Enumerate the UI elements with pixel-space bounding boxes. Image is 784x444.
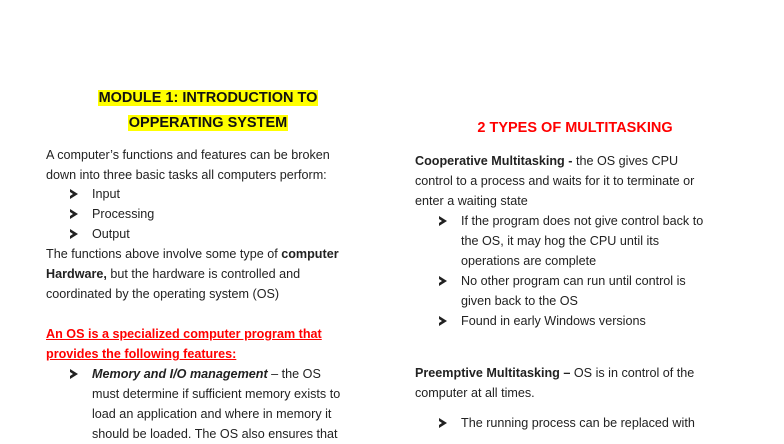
- hardware-line3: coordinated by the operating system (OS): [46, 287, 280, 301]
- hardware-text: but the hardware is controlled and: [106, 267, 301, 281]
- preemptive-title: Preemptive Multitasking –: [415, 366, 571, 380]
- coop-bullet: [439, 311, 646, 331]
- module-title-line1: MODULE 1: INTRODUCTION TO: [98, 90, 318, 106]
- task-label: Processing: [92, 207, 155, 221]
- arrow-bullet-icon: [70, 369, 78, 379]
- coop-title: Cooperative Multitasking -: [415, 154, 573, 168]
- task-item: [70, 204, 154, 224]
- multitasking-heading: 2 TYPES OF MULTITASKING: [477, 120, 673, 136]
- coop-bullet-cont: operations are complete: [461, 254, 597, 268]
- coop-bullet-text: No other program can run until control is: [461, 274, 686, 288]
- feature-line3: load an application and where in memory it: [92, 407, 332, 421]
- arrow-bullet-icon: [439, 418, 447, 428]
- arrow-bullet-icon: [439, 276, 447, 286]
- preemptive-bullet: [439, 413, 695, 433]
- arrow-bullet-icon: [70, 189, 78, 199]
- intro-line2: down into three basic tasks all computers perform:: [46, 168, 327, 182]
- feature-text: – the OS: [267, 367, 321, 381]
- hardware-line2: [46, 264, 300, 284]
- coop-bullet-text: Found in early Windows versions: [461, 314, 646, 328]
- coop-line3: enter a waiting state: [415, 194, 528, 208]
- arrow-bullet-icon: [439, 316, 447, 326]
- coop-bullet: [439, 211, 703, 231]
- preemptive-line2: computer at all times.: [415, 386, 535, 400]
- arrow-bullet-icon: [439, 216, 447, 226]
- intro-line1: A computer’s functions and features can be broken: [46, 148, 330, 162]
- coop-line2: control to a process and waits for it to terminate or: [415, 174, 695, 188]
- coop-bullet-cont: given back to the OS: [461, 294, 578, 308]
- os-definition-line2: provides the following features:: [46, 347, 237, 361]
- arrow-bullet-icon: [70, 209, 78, 219]
- module-title: [46, 86, 370, 135]
- hardware-bold: Hardware,: [46, 267, 107, 281]
- hardware-bold: computer: [281, 247, 339, 261]
- coop-bullet-cont: the OS, it may hog the CPU until its: [461, 234, 660, 248]
- feature-line4: should be loaded. The OS also ensures that: [92, 427, 338, 441]
- preemptive-line1: [415, 363, 694, 383]
- coop-line1: [415, 151, 678, 171]
- coop-text: the OS gives CPU: [572, 154, 679, 168]
- coop-bullet: [439, 271, 686, 291]
- module-title-line2: OPPERATING SYSTEM: [128, 114, 288, 131]
- preemptive-bullet-text: The running process can be replaced with: [461, 416, 695, 430]
- task-item: [70, 224, 130, 244]
- coop-bullet-text: If the program does not give control back to: [461, 214, 704, 228]
- preemptive-text: OS is in control of the: [570, 366, 695, 380]
- feature-line2: must determine if sufficient memory exists to: [92, 387, 341, 401]
- hardware-line1: [46, 244, 339, 264]
- task-label: Output: [92, 227, 130, 241]
- feature-title: Memory and I/O management: [92, 367, 268, 381]
- task-label: Input: [92, 187, 121, 201]
- arrow-bullet-icon: [70, 229, 78, 239]
- os-definition-line1: An OS is a specialized computer program that: [46, 327, 322, 341]
- feature-item: [70, 364, 321, 384]
- task-item: [70, 184, 120, 204]
- hardware-text: The functions above involve some type of: [46, 247, 282, 261]
